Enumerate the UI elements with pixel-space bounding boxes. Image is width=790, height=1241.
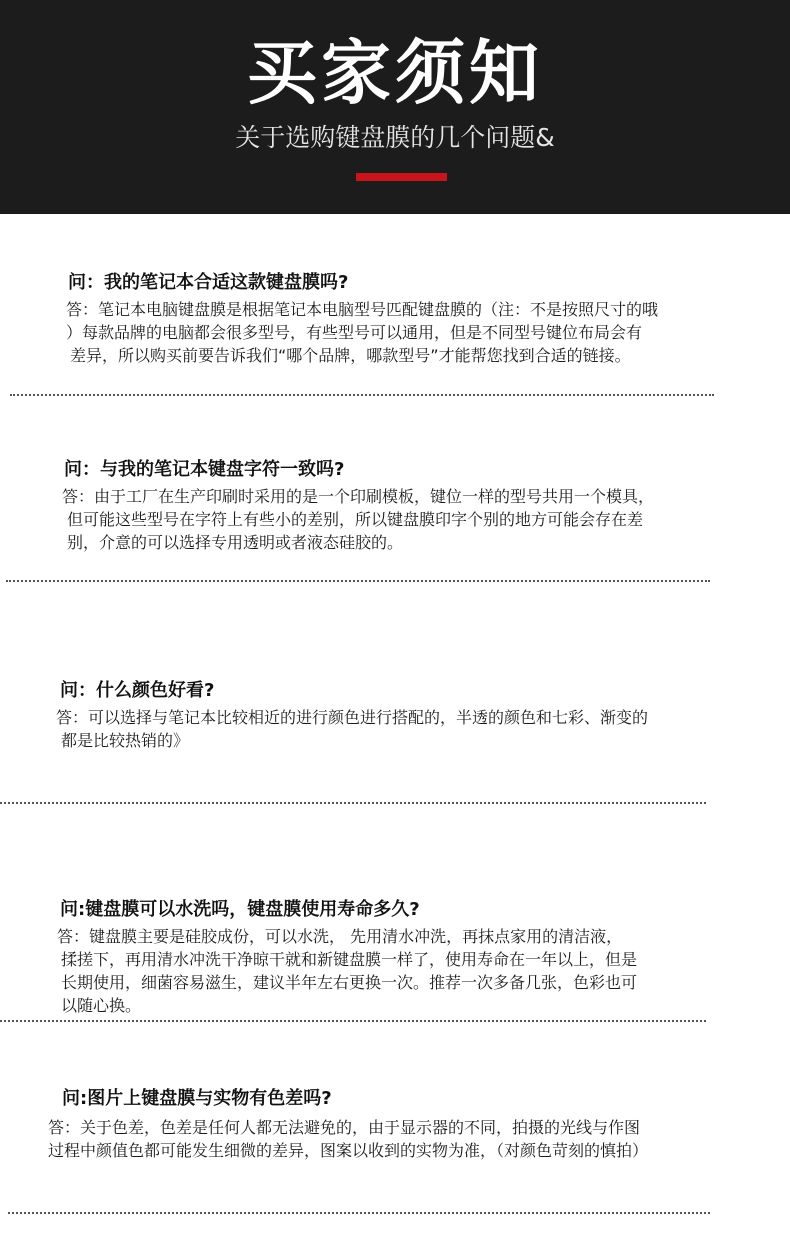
dotted-divider — [0, 1020, 706, 1022]
faq-question: 问:键盘膜可以水洗吗，键盘膜使用寿命多久? — [60, 899, 420, 920]
faq-item-4 — [57, 897, 637, 1017]
faq-answer-line: 都是比较热销的》 — [61, 731, 190, 750]
page-subtitle: 关于选购键盘膜的几个问题& — [235, 123, 555, 152]
faq-answer-line: ）每款品牌的电脑都会很多型号，有些型号可以通用，但是不同型号键位布局会有 — [66, 323, 643, 342]
faq-answer-line: 答：可以选择与笔记本比较相近的进行颜色进行搭配的，半透的颜色和七彩、渐变的 — [56, 708, 649, 727]
dotted-divider — [8, 1212, 710, 1214]
faq-answer — [66, 298, 658, 367]
faq-answer-line: 答：键盘膜主要是硅胶成份，可以水洗， 先用清水冲洗，再抹点家用的清洁液， — [57, 927, 623, 946]
faq-answer-line: 揉搓下，再用清水冲洗干净晾干就和新键盘膜一样了，使用寿命在一年以上，但是 — [61, 950, 638, 969]
faq-question: 问：什么颜色好看? — [60, 680, 215, 701]
faq-answer-line: 但可能这些型号在字符上有些小的差别，所以键盘膜印字个别的地方可能会存在差 — [67, 510, 644, 529]
page-title: 买家须知 — [247, 32, 543, 114]
faq-answer — [62, 485, 654, 554]
accent-bar — [356, 173, 447, 181]
faq-item-2 — [62, 457, 654, 554]
faq-answer-line: 以随心换。 — [61, 996, 142, 1015]
faq-answer-line: 差异，所以购买前要告诉我们“哪个品牌，哪款型号”才能帮您找到合适的链接。 — [70, 346, 631, 365]
faq-answer-line: 答：由于工厂在生产印刷时采用的是一个印刷模板，键位一样的型号共用一个模具， — [62, 487, 655, 506]
faq-answer — [48, 1116, 648, 1162]
dotted-divider — [10, 394, 714, 396]
faq-question: 问:图片上键盘膜与实物有色差吗? — [62, 1088, 332, 1109]
faq-answer-line: 答：笔记本电脑键盘膜是根据笔记本电脑型号匹配键盘膜的（注：不是按照尺寸的哦 — [66, 300, 659, 319]
faq-answer — [56, 706, 648, 752]
faq-question: 问：我的笔记本合适这款键盘膜吗? — [68, 272, 349, 293]
header-banner — [0, 0, 790, 214]
faq-item-1 — [66, 270, 658, 367]
faq-answer — [57, 925, 637, 1017]
faq-answer-line: 长期使用，细菌容易滋生，建议半年左右更换一次。推荐一次多备几张，色彩也可 — [61, 973, 638, 992]
faq-answer-line: 过程中颜值色都可能发生细微的差异，图案以收到的实物为准，（对颜色苛刻的慎拍） — [48, 1141, 649, 1160]
faq-answer-line: 别，介意的可以选择专用透明或者液态硅胶的。 — [67, 533, 404, 552]
dotted-divider — [0, 802, 706, 804]
faq-item-3 — [56, 678, 648, 752]
dotted-divider — [6, 580, 710, 582]
faq-answer-line: 答：关于色差，色差是任何人都无法避免的，由于显示器的不同，拍摄的光线与作图 — [48, 1118, 641, 1137]
faq-question: 问：与我的笔记本键盘字符一致吗? — [64, 459, 345, 480]
faq-item-5 — [48, 1086, 648, 1162]
